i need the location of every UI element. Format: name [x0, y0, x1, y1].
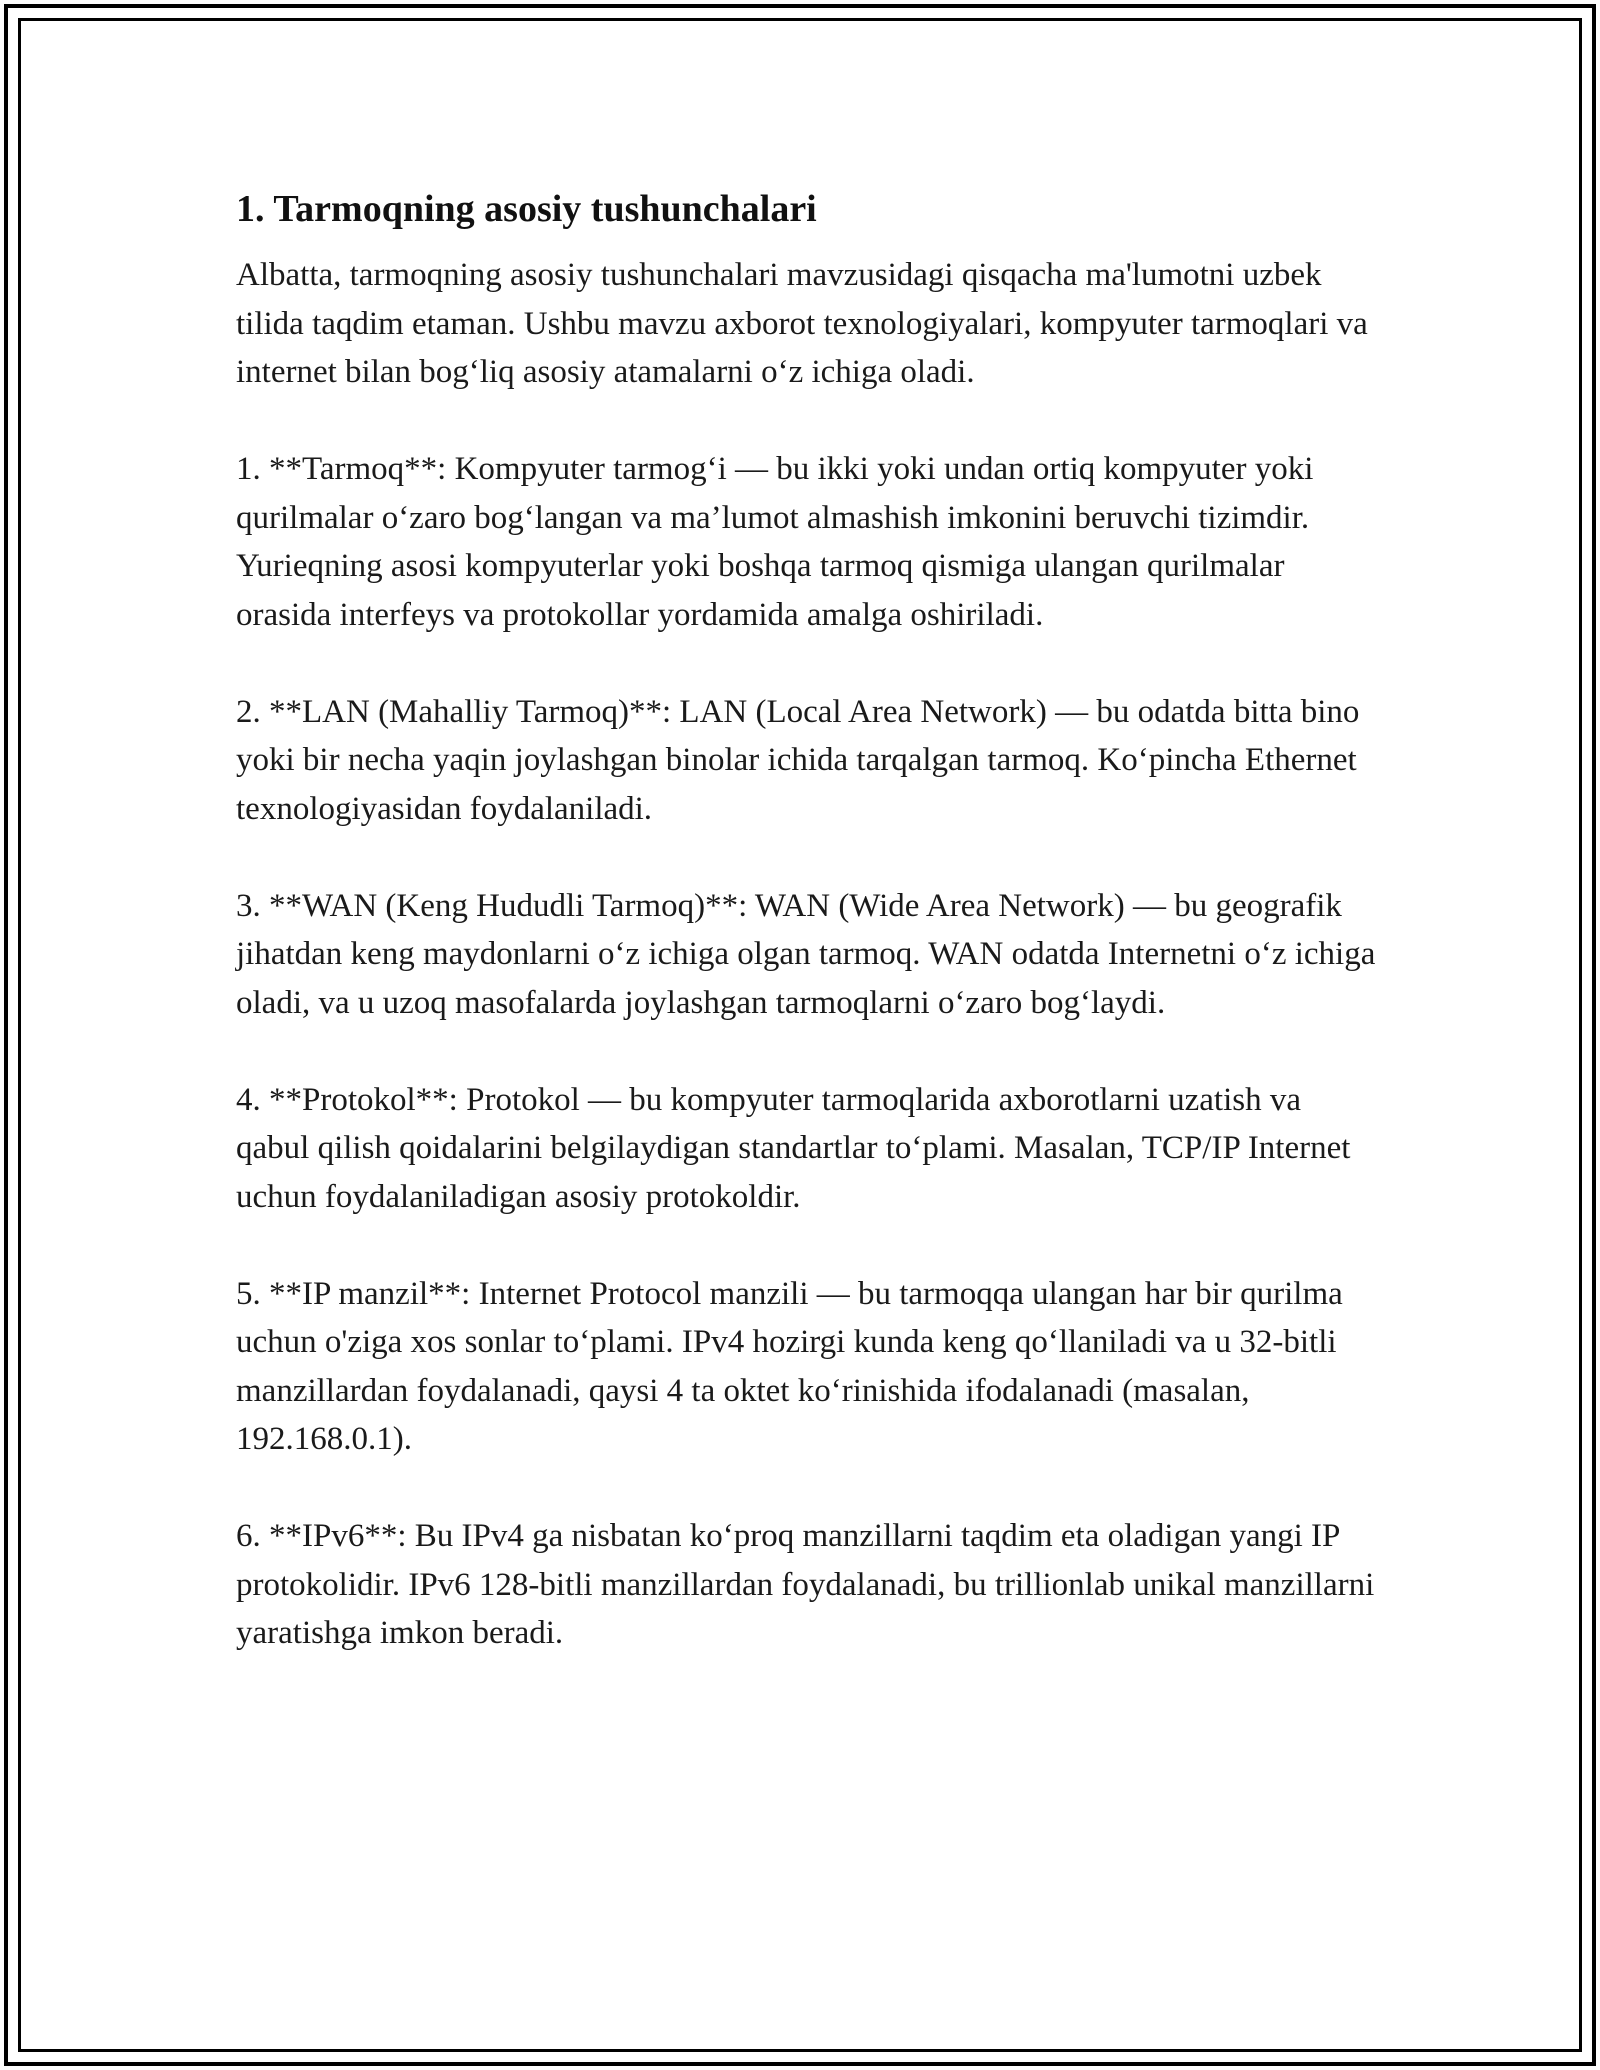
document-body	[236, 185, 1376, 1706]
item-ip-manzil: 5. **IP manzil**: Internet Protocol manzili — bu tarmoqqa ulangan har bir qurilma uchun o'ziga xos sonlar to‘plami. IPv4 hozirgi kunda keng qo‘llaniladi va u 32-bitli manzillardan foydalanadi, qaysi 4 ta oktet ko‘rinishida ifodalanadi (masalan, 192.168.0.1).	[236, 1275, 1343, 1457]
document-title: 1. Tarmoqning asosiy tushunchalari	[236, 188, 817, 230]
item-ipv6: 6. **IPv6**: Bu IPv4 ga nisbatan ko‘proq manzillarni taqdim eta oladigan yangi IP protokolidir. IPv6 128-bitli manzillardan foydalanadi, bu trillionlab unikal manzillarni yaratishga imkon beradi.	[236, 1518, 1375, 1651]
item-tarmoq: 1. **Tarmoq**: Kompyuter tarmog‘i — bu ikki yoki undan ortiq kompyuter yoki qurilmalar o‘zaro bog‘langan va ma’lumot almashish imkonini beruvchi tizimdir. Yurieqning asosi kompyuterlar yoki boshqa tarmoq qismiga ulangan qurilmalar orasida interfeys va protokollar yordamida amalga oshiriladi.	[236, 451, 1314, 633]
item-protokol: 4. **Protokol**: Protokol — bu kompyuter tarmoqlarida axborotlarni uzatish va qabul qilish qoidalarini belgilaydigan standartlar to‘plami. Masalan, TCP/IP Internet uchun foydalaniladigan asosiy protokoldir.	[236, 1081, 1351, 1215]
item-wan: 3. **WAN (Keng Hududli Tarmoq)**: WAN (Wide Area Network) — bu geografik jihatdan keng maydonlarni o‘z ichiga olgan tarmoq. WAN odatda Internetni o‘z ichiga oladi, va u uzoq masofalarda joylashgan tarmoqlarni o‘zaro bog‘laydi.	[236, 887, 1376, 1021]
item-lan: 2. **LAN (Mahalliy Tarmoq)**: LAN (Local Area Network) — bu odatda bitta bino yoki bir necha yaqin joylashgan binolar ichida tarqalgan tarmoq. Ko‘pincha Ethernet texnologiyasidan foydalaniladi.	[236, 693, 1360, 827]
intro-paragraph: Albatta, tarmoqning asosiy tushunchalari mavzusidagi qisqacha ma'lumotni uzbek tilida taqdim etaman. Ushbu mavzu axborot texnologiyalari, kompyuter tarmoqlari va internet bilan bog‘liq asosiy atamalarni o‘z ichiga oladi.	[236, 257, 1368, 390]
